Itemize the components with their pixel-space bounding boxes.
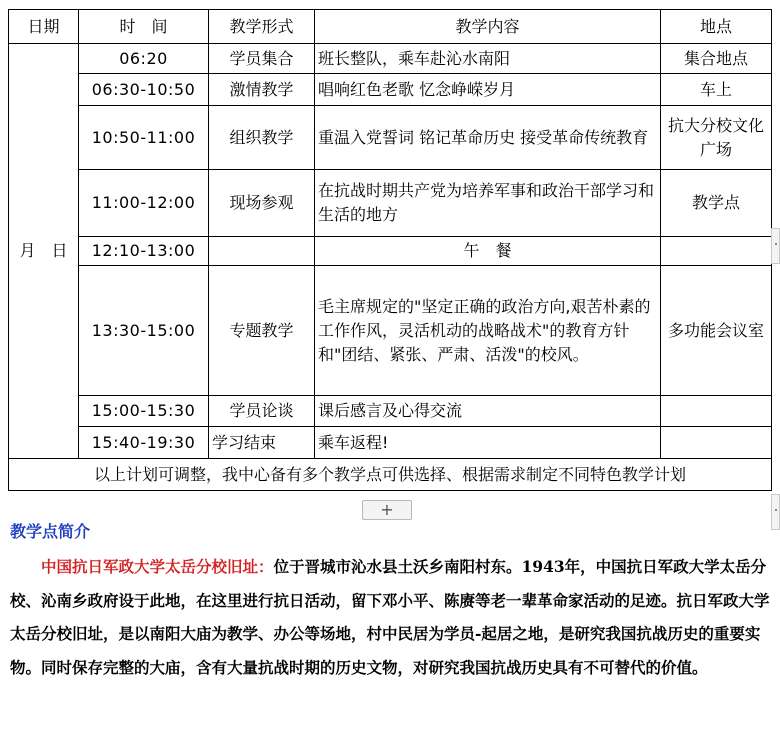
time-cell: 06:20 xyxy=(79,44,209,74)
content-cell: 班长整队，乘车赴沁水南阳 xyxy=(315,44,661,74)
table-row xyxy=(9,427,772,459)
location-cell: 抗大分校文化广场 xyxy=(661,106,772,170)
content-cell: 乘车返程! xyxy=(315,427,661,459)
table-row xyxy=(9,74,772,106)
content-cell: 唱响红色老歌 忆念峥嵘岁月 xyxy=(315,74,661,106)
format-cell: 专题教学 xyxy=(209,266,315,396)
header-location: 地点 xyxy=(661,10,772,44)
table-row xyxy=(9,266,772,396)
format-cell: 组织教学 xyxy=(209,106,315,170)
add-row-button[interactable]: + xyxy=(362,500,412,520)
format-cell: 学习结束 xyxy=(209,427,315,459)
time-cell: 15:40-19:30 xyxy=(79,427,209,459)
footer-note-row xyxy=(9,459,772,491)
time-cell: 11:00-12:00 xyxy=(79,170,209,237)
grip-dot-icon xyxy=(775,243,777,245)
header-content: 教学内容 xyxy=(315,10,661,44)
content-cell: 毛主席规定的"坚定正确的政治方向,艰苦朴素的工作作风，灵活机动的战略战术"的教育方针和"团结、紧张、严肃、活泼"的校风。 xyxy=(315,266,661,396)
header-format: 教学形式 xyxy=(209,10,315,44)
grip-dot-icon xyxy=(775,509,777,511)
time-cell: 10:50-11:00 xyxy=(79,106,209,170)
header-date: 日期 xyxy=(9,10,79,44)
format-cell-empty xyxy=(209,237,315,266)
table-row xyxy=(9,170,772,237)
date-cell: 月 日 xyxy=(9,44,79,459)
site-name: 中国抗日军政大学太岳分校旧址： xyxy=(41,557,274,576)
location-cell xyxy=(661,427,772,459)
content-cell: 在抗战时期共产党为培养军事和政治干部学习和生活的地方 xyxy=(315,170,661,237)
location-cell-empty xyxy=(661,237,772,266)
site-description: 位于晋城市沁水县土沃乡南阳村东。1943年，中国抗日军政大学太岳分校、沁南乡政府设于此地，在这里进行抗日活动，留下邓小平、陈赓等老一辈革命家活动的足迹。抗日军政大学太岳分校旧址，是以南阳大庙为教学、办公等场地，村中民居为学员-起居之地，是研究我国抗战历史的重要实物。同时保存完整的大庙，含有大量抗战时期的历史文物，对研究我国抗战历史具有不可替代的价值。 xyxy=(10,557,770,677)
location-cell: 教学点 xyxy=(661,170,772,237)
format-cell: 激情教学 xyxy=(209,74,315,106)
location-cell: 车上 xyxy=(661,74,772,106)
table-row xyxy=(9,396,772,427)
footer-note: 以上计划可调整，我中心备有多个教学点可供选择、根据需求制定不同特色教学计划 xyxy=(9,459,772,491)
location-cell xyxy=(661,396,772,427)
time-cell: 06:30-10:50 xyxy=(79,74,209,106)
row-resize-handle[interactable] xyxy=(771,494,780,530)
header-row xyxy=(9,10,772,44)
intro-paragraph xyxy=(10,550,772,684)
content-cell: 课后感言及心得交流 xyxy=(315,396,661,427)
format-cell: 学员集合 xyxy=(209,44,315,74)
schedule-table xyxy=(8,9,772,491)
table-row xyxy=(9,106,772,170)
location-cell: 集合地点 xyxy=(661,44,772,74)
time-cell: 15:00-15:30 xyxy=(79,396,209,427)
intro-heading: 教学点简介 xyxy=(10,522,91,541)
time-cell: 12:10-13:00 xyxy=(79,237,209,266)
lunch-cell: 午 餐 xyxy=(315,237,661,266)
row-resize-handle[interactable] xyxy=(771,228,780,264)
location-cell: 多功能会议室 xyxy=(661,266,772,396)
header-time: 时 间 xyxy=(79,10,209,44)
table-row xyxy=(9,44,772,74)
format-cell: 学员论谈 xyxy=(209,396,315,427)
time-cell: 13:30-15:00 xyxy=(79,266,209,396)
table-row-lunch xyxy=(9,237,772,266)
content-cell: 重温入党誓词 铭记革命历史 接受革命传统教育 xyxy=(315,106,661,170)
format-cell: 现场参观 xyxy=(209,170,315,237)
